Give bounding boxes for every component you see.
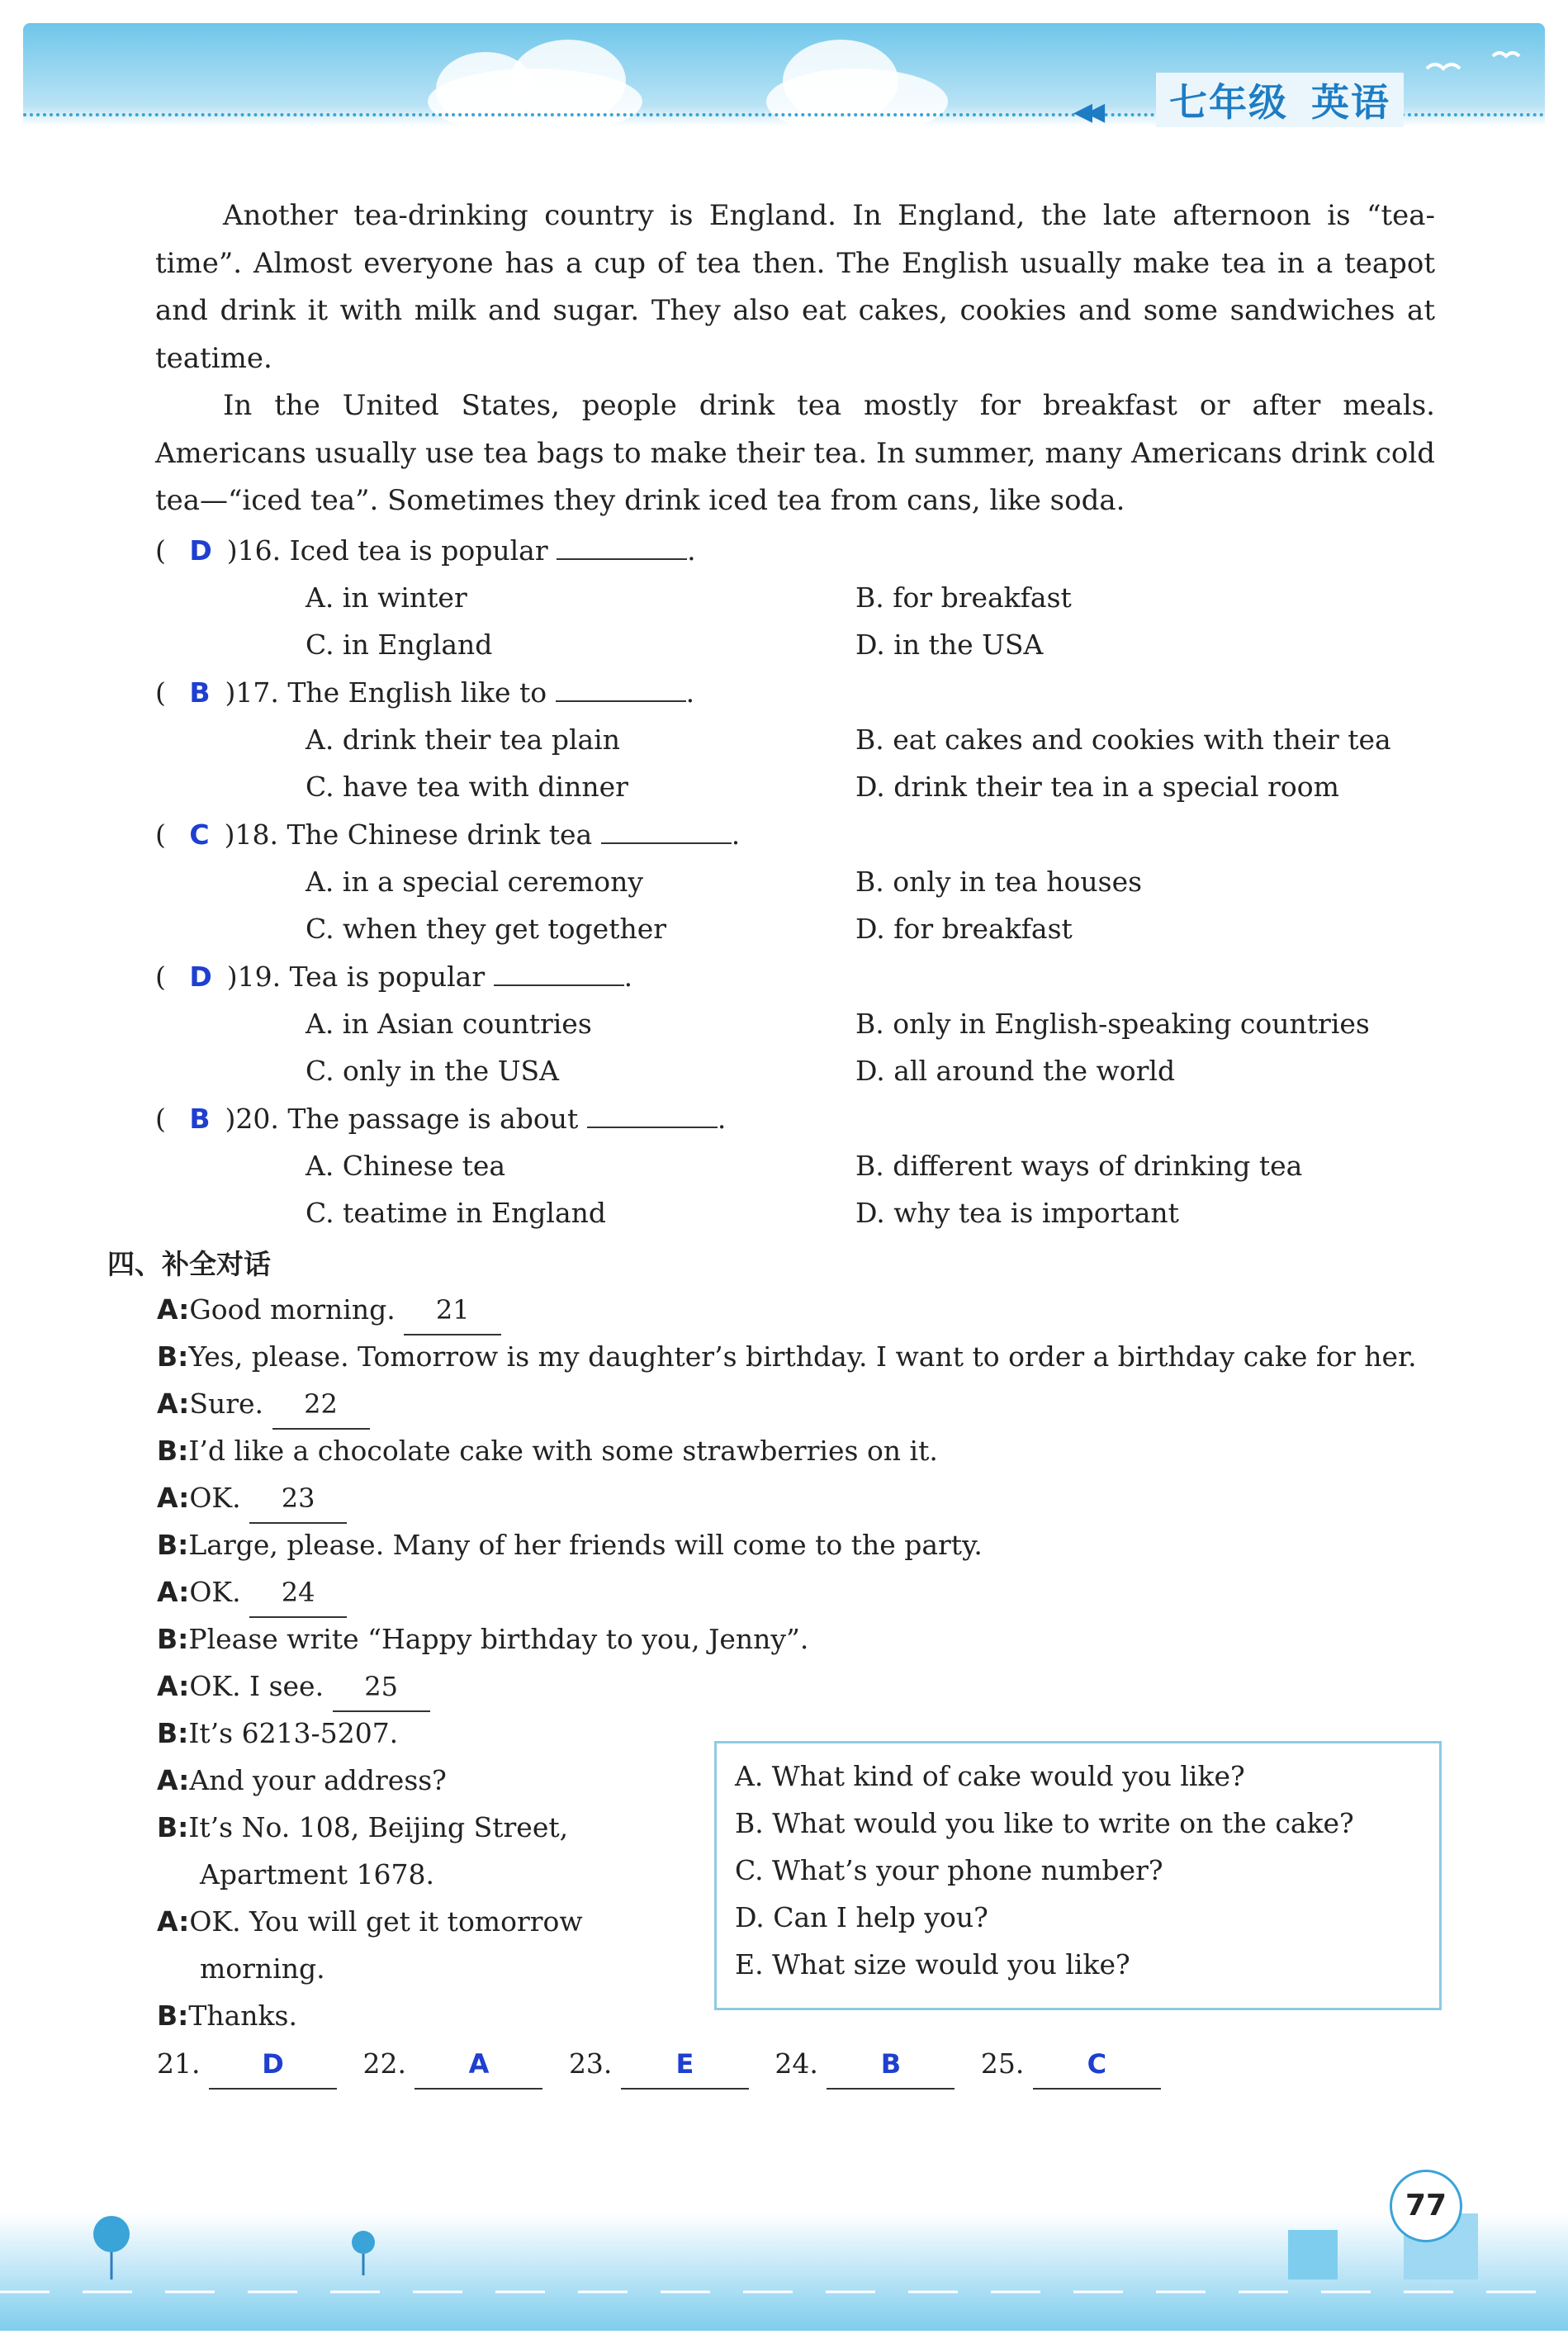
blank-22: 22 [272,1381,370,1430]
tree-icon [0,2213,1568,2331]
dialogue-line: A:OK. 24 [157,1568,347,1618]
answer-21: D [209,2041,337,2090]
question-stem: )20. The passage is about [225,1103,579,1135]
answer-blank [557,530,687,560]
answer-16: D [189,534,212,567]
choice-b: B. What would you like to write on the cake? [735,1807,1354,1839]
question-20: ( B )20. The passage is about . [155,1095,726,1142]
option: D. why tea is important [855,1197,1179,1229]
option: A. in a special ceremony [306,866,643,898]
choices-box [714,1741,1442,2010]
dialogue-line: B:Thanks. [157,2000,297,2032]
question-stem: )17. The English like to [225,676,547,709]
blank-24: 24 [249,1569,347,1618]
blank-21: 21 [404,1287,501,1335]
answer-23: E [621,2041,749,2090]
option: B. for breakfast [855,581,1072,614]
dialogue-line: morning. [200,1952,325,1985]
option: C. only in the USA [306,1055,559,1087]
passage-paragraph-2: In the United States, people drink tea mostly for breakfast or after meals. Americans usually use tea bags to make their tea. In summer, many Americans drink cold tea—“iced tea”. Sometimes they drink iced tea from cans, like soda. [155,389,1435,517]
dialogue-line: A:Good morning. 21 [157,1286,501,1335]
option: A. drink their tea plain [306,723,620,756]
dialogue-line: B:It’s 6213-5207. [157,1717,399,1749]
option: B. eat cakes and cookies with their tea [855,723,1391,756]
dialogue-line: B:It’s No. 108, Beijing Street, [157,1811,569,1843]
option: A. Chinese tea [306,1150,506,1182]
passage-paragraph-1: Another tea-drinking country is England. In England, the late afternoon is “tea-time”. Almost everyone has a cup of tea then. The English usually make tea in a teapot and drink it with milk and sugar. They also eat cakes, cookies and some sandwiches at teatime. [155,199,1435,375]
answer-blank [494,956,624,986]
page-number: 77 [1390,2170,1462,2242]
question-16: ( D )16. Iced tea is popular . [155,527,696,574]
option: C. in England [306,629,493,661]
option: B. only in English-speaking countries [855,1008,1370,1040]
answer-blank [601,814,732,844]
question-18: ( C )18. The Chinese drink tea . [155,811,740,858]
choice-e: E. What size would you like? [735,1948,1130,1981]
option: C. have tea with dinner [306,771,628,803]
grade-label: 七年级 [1169,80,1288,125]
option: A. in winter [306,581,467,614]
dialogue-line: A:OK. 23 [157,1474,347,1524]
option: B. different ways of drinking tea [855,1150,1303,1182]
answer-25: C [1033,2041,1161,2090]
section-title: 四、补全对话 [107,1248,271,1280]
answer-blank [587,1098,718,1128]
choice-d: D. Can I help you? [735,1901,988,1933]
choice-a: A. What kind of cake would you like? [735,1760,1245,1792]
option: A. in Asian countries [306,1008,592,1040]
blank-23: 23 [249,1475,347,1524]
option: D. in the USA [855,629,1044,661]
question-17: ( B )17. The English like to . [155,669,694,716]
answer-17: B [189,676,211,709]
option: C. when they get together [306,913,667,945]
dialogue-line: A:Sure. 22 [157,1380,370,1430]
option: C. teatime in England [306,1197,607,1229]
dialogue-line: B:I’d like a chocolate cake with some strawberries on it. [157,1435,938,1467]
dialogue-line: A:OK. You will get it tomorrow [157,1905,583,1938]
question-stem: )16. Iced tea is popular [226,534,548,567]
answer-22: A [415,2041,542,2090]
page-footer-decoration [0,2213,1568,2331]
question-stem: )18. The Chinese drink tea [224,818,593,851]
answer-20: B [189,1103,211,1135]
answer-19: D [189,961,212,993]
header-title [1156,73,1404,127]
question-stem: )19. Tea is popular [226,961,486,993]
answer-24: B [827,2041,955,2090]
dialogue-line: Apartment 1678. [200,1858,434,1890]
option: D. drink their tea in a special room [855,771,1339,803]
header-arrow-icon: ◀◀ [1073,97,1099,126]
answer-18: C [189,818,210,851]
subject-label: 英语 [1311,80,1390,125]
dialogue-line: B:Please write “Happy birthday to you, Jenny”. [157,1623,809,1655]
question-19: ( D )19. Tea is popular . [155,953,632,1000]
choice-c: C. What’s your phone number? [735,1854,1163,1886]
dialogue-line: A:OK. I see. 25 [157,1663,430,1712]
answer-blank [556,672,686,702]
dialogue-line: B:Large, please. Many of her friends will come to the party. [157,1529,983,1561]
blank-25: 25 [333,1663,430,1712]
option: B. only in tea houses [855,866,1143,898]
option: D. for breakfast [855,913,1073,945]
dialogue-line: B:Yes, please. Tomorrow is my daughter’s birthday. I want to order a birthday cake for her. [157,1340,1417,1373]
answer-line: 21. D 22. A 23. E 24. B 25. C [157,2040,1161,2090]
dialogue-line: A:And your address? [157,1764,447,1796]
option: D. all around the world [855,1055,1176,1087]
